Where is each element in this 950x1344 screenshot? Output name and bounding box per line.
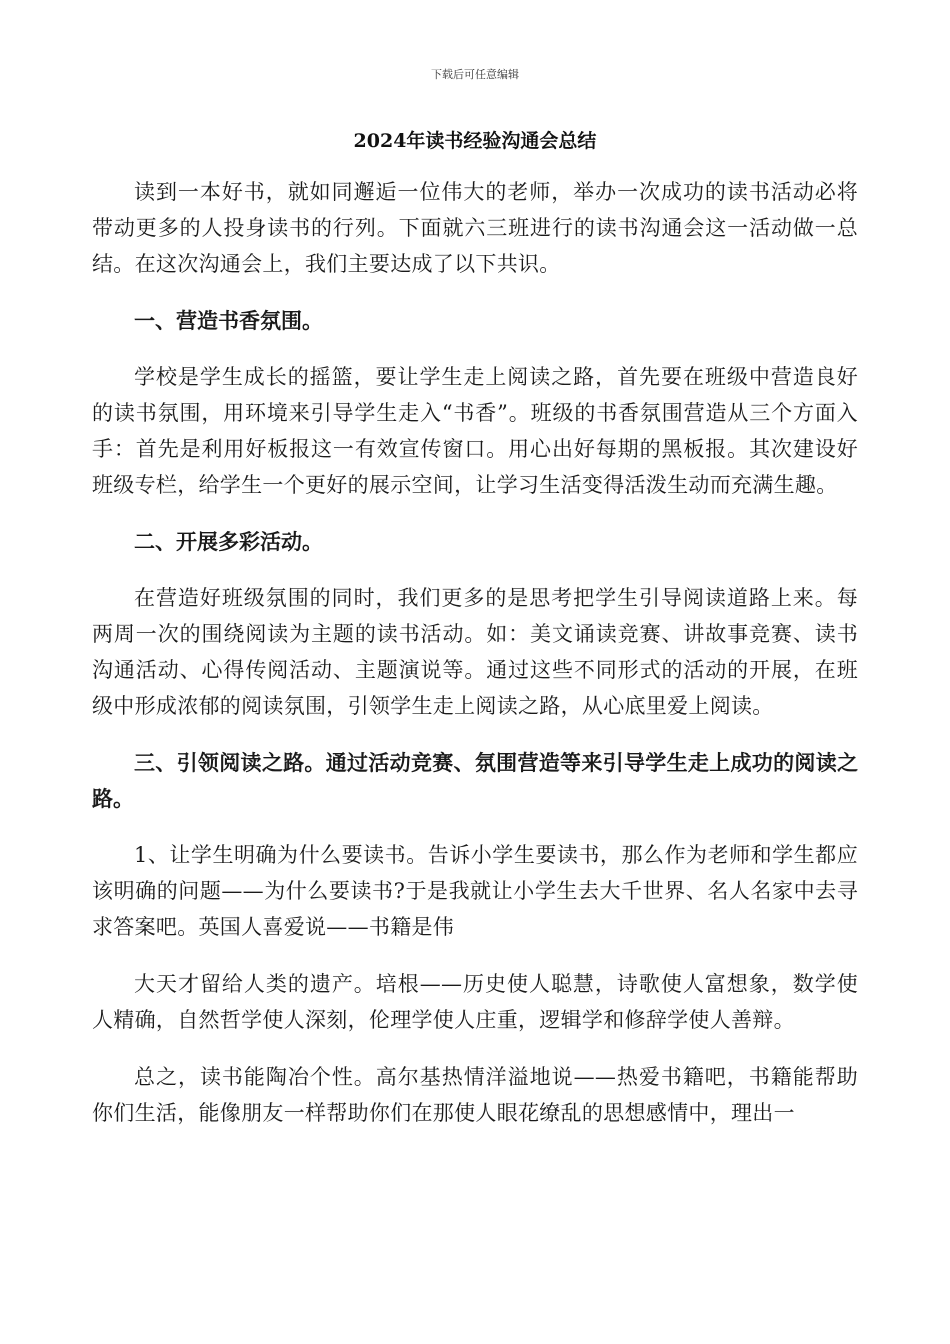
header-note: 下载后可任意编辑 (431, 68, 519, 81)
paragraph-intro: 读到一本好书，就如同邂逅一位伟大的老师，举办一次成功的读书活动必将带动更多的人投身读书的行列。下面就六三班进行的读书沟通会这一活动做一总结。在这次沟通会上，我们主要达成了以下共识。 (92, 180, 858, 276)
paragraph-section-3-item-1: 1、让学生明确为什么要读书。告诉小学生要读书，那么作为老师和学生都应该明确的问题——为什么要读书?于是我就让小学生去大千世界、名人名家中去寻求答案吧。英国人喜爱说——书籍是伟 (92, 843, 858, 939)
section-heading-2: 二、开展多彩活动。 (134, 529, 323, 554)
paragraph-section-1: 学校是学生成长的摇篮，要让学生走上阅读之路，首先要在班级中营造良好的读书氛围，用环境来引导学生走入“书香”。班级的书香氛围营造从三个方面入手：首先是利用好板报这一有效宣传窗口。用心出好每期的黑板报。其次建设好班级专栏，给学生一个更好的展示空间，让学习生活变得活泼生动而充满生趣。 (92, 365, 858, 497)
section-heading-1: 一、营造书香氛围。 (134, 308, 323, 333)
document-title: 2024年读书经验沟通会总结 (353, 130, 597, 152)
document-body (92, 174, 858, 1152)
paragraph-section-3-continued: 大天才留给人类的遗产。培根——历史使人聪慧，诗歌使人富想象，数学使人精确，自然哲学使人深刻，伦理学使人庄重，逻辑学和修辞学使人善辩。 (92, 972, 858, 1032)
section-heading-3: 三、引领阅读之路。通过活动竞赛、氛围营造等来引导学生走上成功的阅读之路。 (92, 750, 858, 811)
paragraph-conclusion: 总之，读书能陶冶个性。高尔基热情洋溢地说——热爱书籍吧，书籍能帮助你们生活，能像朋友一样帮助你们在那使人眼花缭乱的思想感情中，理出一 (92, 1065, 858, 1125)
paragraph-section-2: 在营造好班级氛围的同时，我们更多的是思考把学生引导阅读道路上来。每两周一次的围绕阅读为主题的读书活动。如：美文诵读竞赛、讲故事竞赛、读书沟通活动、心得传阅活动、主题演说等。通过这些不同形式的活动的开展，在班级中形成浓郁的阅读氛围，引领学生走上阅读之路，从心底里爱上阅读。 (92, 586, 858, 718)
